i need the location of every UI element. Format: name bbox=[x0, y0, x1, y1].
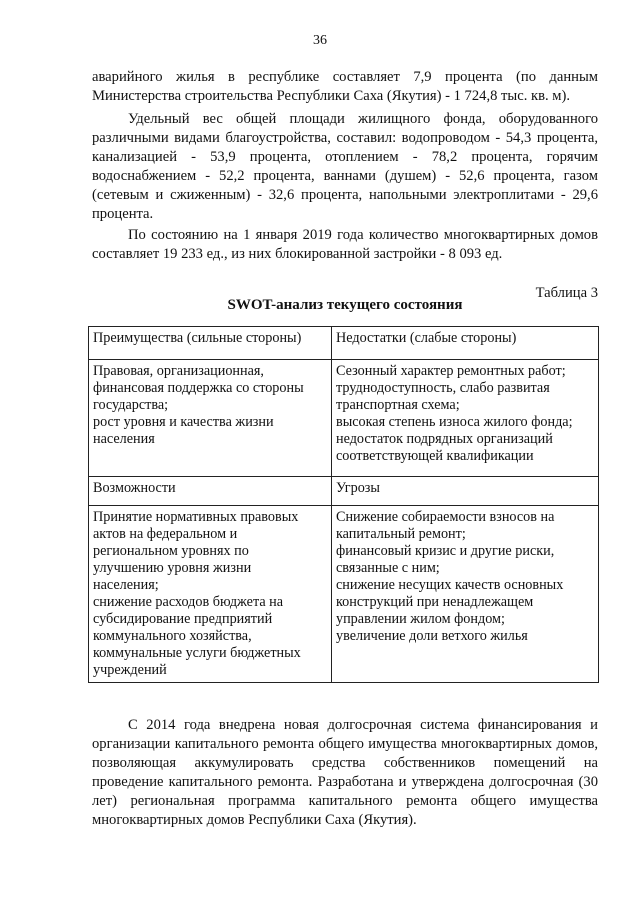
cell-line: населения bbox=[93, 431, 155, 447]
cell-line: управлении жилом фондом; bbox=[336, 611, 505, 627]
opportunities-cell bbox=[89, 506, 332, 683]
paragraph-capital-repair: С 2014 года внедрена новая долгосрочная система финансирования и организации капитального ремонта общего имущества многоквартирных домов, позволяющая аккумулировать средства собственников помещений на проведение капитального ремонта. Разработана и утверждена долгосрочная (30 лет) региональная программа капитального ремонта общего имущества многоквартирных домов Республики Саха (Якутия). bbox=[92, 717, 598, 828]
cell-line: субсидирование предприятий bbox=[93, 611, 273, 627]
cell-line: коммунального хозяйства, bbox=[93, 628, 252, 644]
cell-line: транспортная схема; bbox=[336, 397, 460, 413]
weaknesses-header: Недостатки (слабые стороны) bbox=[332, 327, 599, 360]
cell-line: труднодоступность, слабо развитая bbox=[336, 380, 550, 396]
threats-cell bbox=[332, 506, 599, 683]
cell-line: населения; bbox=[93, 577, 159, 593]
strengths-cell bbox=[89, 360, 332, 477]
cell-line: государства; bbox=[93, 397, 169, 413]
weaknesses-cell bbox=[332, 360, 599, 477]
cell-line: увеличение доли ветхого жилья bbox=[336, 628, 528, 644]
cell-line: коммунальные услуги бюджетных bbox=[93, 645, 301, 661]
cell-line: Правовая, организационная, bbox=[93, 363, 264, 379]
cell-line: высокая степень износа жилого фонда; bbox=[336, 414, 573, 430]
table-caption: Таблица 3 bbox=[535, 285, 598, 301]
cell-line: снижение расходов бюджета на bbox=[93, 594, 284, 610]
cell-line: финансовая поддержка со стороны bbox=[93, 380, 304, 396]
cell-line: актов на федеральном и bbox=[93, 526, 238, 542]
cell-line: учреждений bbox=[93, 662, 167, 678]
paragraph-amenities: Удельный вес общей площади жилищного фонда, оборудованного различными видами благоустройства, составил: водопроводом - 54,3 процента, канализацией - 53,9 процента, отоплением - 78,2 процента, горячим водоснабжением - 52,2 процента, ваннами (душем) - 52,6 процента, газом (сетевым и сжиженным) - 32,6 процента, напольными электроплитами - 29,6 процента. bbox=[92, 111, 598, 222]
cell-line: финансовый кризис и другие риски, bbox=[336, 543, 555, 559]
cell-line: Сезонный характер ремонтных работ; bbox=[336, 363, 566, 379]
swot-table bbox=[88, 326, 599, 683]
paragraph-apartment-buildings: По состоянию на 1 января 2019 года количество многоквартирных домов составляет 19 233 ед., из них блокированной застройки - 8 093 ед. bbox=[92, 227, 598, 262]
cell-line: связанные с ним; bbox=[336, 560, 440, 576]
table-title: SWOT-анализ текущего состояния bbox=[227, 297, 463, 313]
cell-line: рост уровня и качества жизни bbox=[93, 414, 274, 430]
cell-line: снижение несущих качеств основных bbox=[336, 577, 564, 593]
cell-line: недостаток подрядных организаций bbox=[336, 431, 553, 447]
cell-line: капитальный ремонт; bbox=[336, 526, 466, 542]
table-row bbox=[89, 360, 599, 477]
text-line: Министерства строительства Республики Саха (Якутия) - 1 724,8 тыс. кв. м). bbox=[92, 88, 571, 104]
opportunities-header: Возможности bbox=[89, 477, 332, 506]
threats-header: Угрозы bbox=[332, 477, 599, 506]
cell-line: региональном уровнях по bbox=[93, 543, 249, 559]
cell-line: конструкций при ненадлежащем bbox=[336, 594, 534, 610]
cell-line: улучшению уровня жизни bbox=[93, 560, 252, 576]
paragraph-emergency-housing bbox=[92, 68, 598, 106]
table-row bbox=[89, 506, 599, 683]
cell-line: соответствующей квалификации bbox=[336, 448, 534, 464]
cell-line: Снижение собираемости взносов на bbox=[336, 509, 555, 525]
text-line: аварийного жилья в республике составляет 7,9 процента (по данным bbox=[92, 69, 598, 85]
table-row bbox=[89, 327, 599, 360]
table-row bbox=[89, 477, 599, 506]
page-number: 36 bbox=[313, 33, 327, 48]
cell-line: Принятие нормативных правовых bbox=[93, 509, 299, 525]
strengths-header: Преимущества (сильные стороны) bbox=[89, 327, 332, 360]
